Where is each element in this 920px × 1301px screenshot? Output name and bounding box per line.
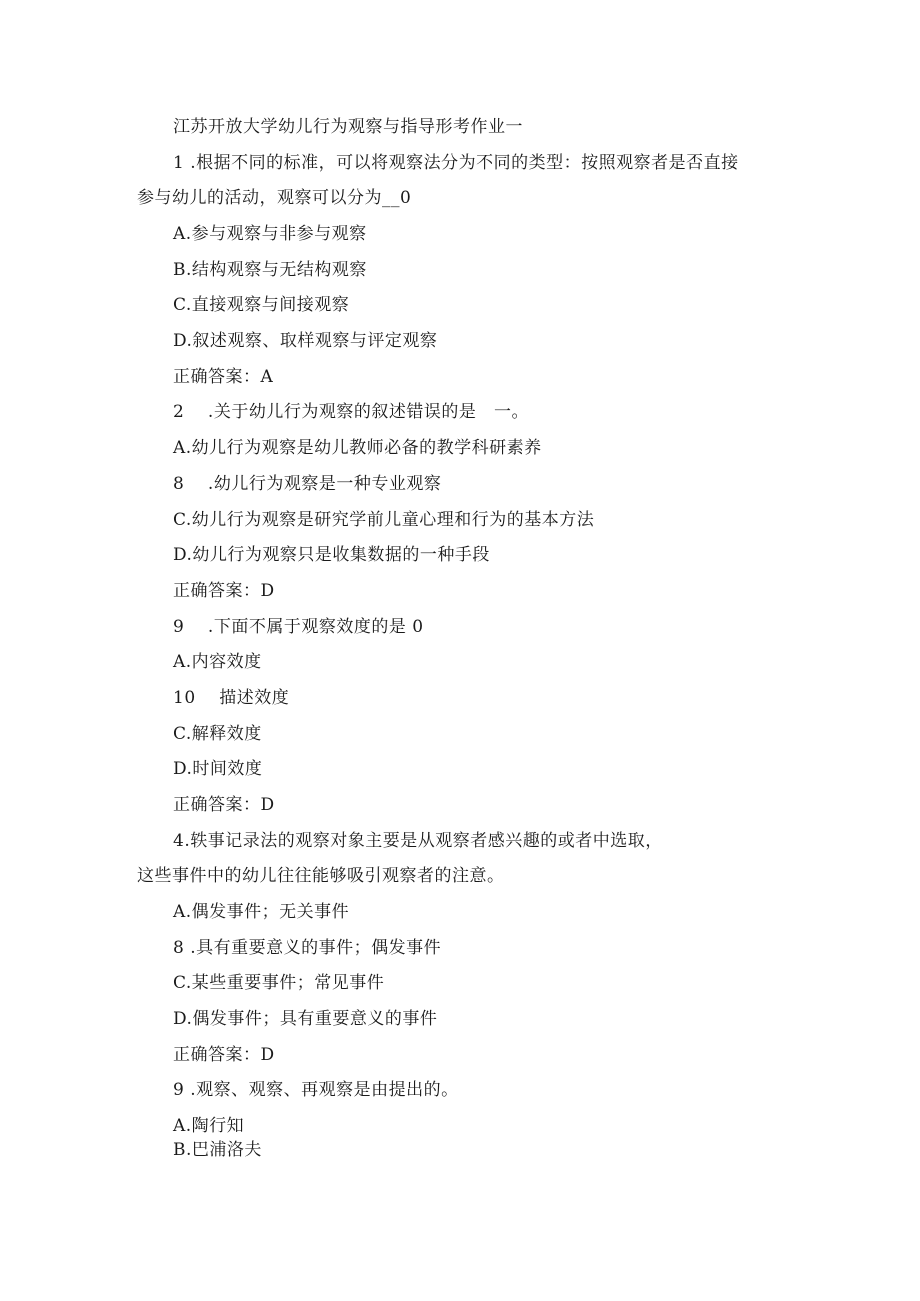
question-1-text-line-2: 参与幼儿的活动，观察可以分为__0 — [137, 188, 412, 208]
question-1-option-a: A.参与观察与非参与观察 — [173, 224, 367, 244]
question-1-option-b: B.结构观察与无结构观察 — [173, 260, 367, 280]
question-4-answer: 正确答案：D — [173, 1045, 275, 1065]
question-4-option-b: 8 .具有重要意义的事件；偶发事件 — [173, 938, 442, 958]
question-1-answer: 正确答案：A — [173, 367, 274, 387]
question-2-option-b: 8 .幼儿行为观察是一种专业观察 — [173, 474, 442, 494]
document-title: 江苏开放大学幼儿行为观察与指导形考作业一 — [173, 117, 523, 137]
question-1-text-line-1: 1 .根据不同的标准，可以将观察法分为不同的类型：按照观察者是否直接 — [173, 153, 739, 173]
question-2-text: 2 .关于幼儿行为观察的叙述错误的是 一。 — [173, 402, 530, 422]
question-5-option-a: A.陶行知 — [173, 1116, 245, 1136]
question-4-option-c: C.某些重要事件；常见事件 — [173, 973, 385, 993]
question-3-option-b: 10 描述效度 — [173, 688, 290, 708]
question-4-text-line-1: 4.轶事记录法的观察对象主要是从观察者感兴趣的或者中选取， — [173, 831, 663, 851]
question-2-option-c: C.幼儿行为观察是研究学前儿童心理和行为的基本方法 — [173, 510, 595, 530]
question-3-answer: 正确答案：D — [173, 795, 275, 815]
question-4-option-a: A.偶发事件；无关事件 — [173, 902, 350, 922]
question-2-option-d: D.幼儿行为观察只是收集数据的一种手段 — [173, 545, 490, 565]
question-1-option-c: C.直接观察与间接观察 — [173, 295, 350, 315]
question-3-option-c: C.解释效度 — [173, 724, 262, 744]
question-5-option-b: B.巴浦洛夫 — [173, 1140, 262, 1160]
question-4-option-d: D.偶发事件；具有重要意义的事件 — [173, 1009, 438, 1029]
question-1-option-d: D.叙述观察、取样观察与评定观察 — [173, 331, 438, 351]
question-2-answer: 正确答案：D — [173, 581, 275, 601]
question-3-option-d: D.时间效度 — [173, 759, 263, 779]
question-4-text-line-2: 这些事件中的幼儿往往能够吸引观察者的注意。 — [137, 866, 505, 886]
question-2-option-a: A.幼儿行为观察是幼儿教师必备的教学科研素养 — [173, 438, 542, 458]
question-3-option-a: A.内容效度 — [173, 652, 262, 672]
question-5-text: 9 .观察、观察、再观察是由提出的。 — [173, 1080, 459, 1100]
question-3-text: 9 .下面不属于观察效度的是 0 — [173, 617, 424, 637]
